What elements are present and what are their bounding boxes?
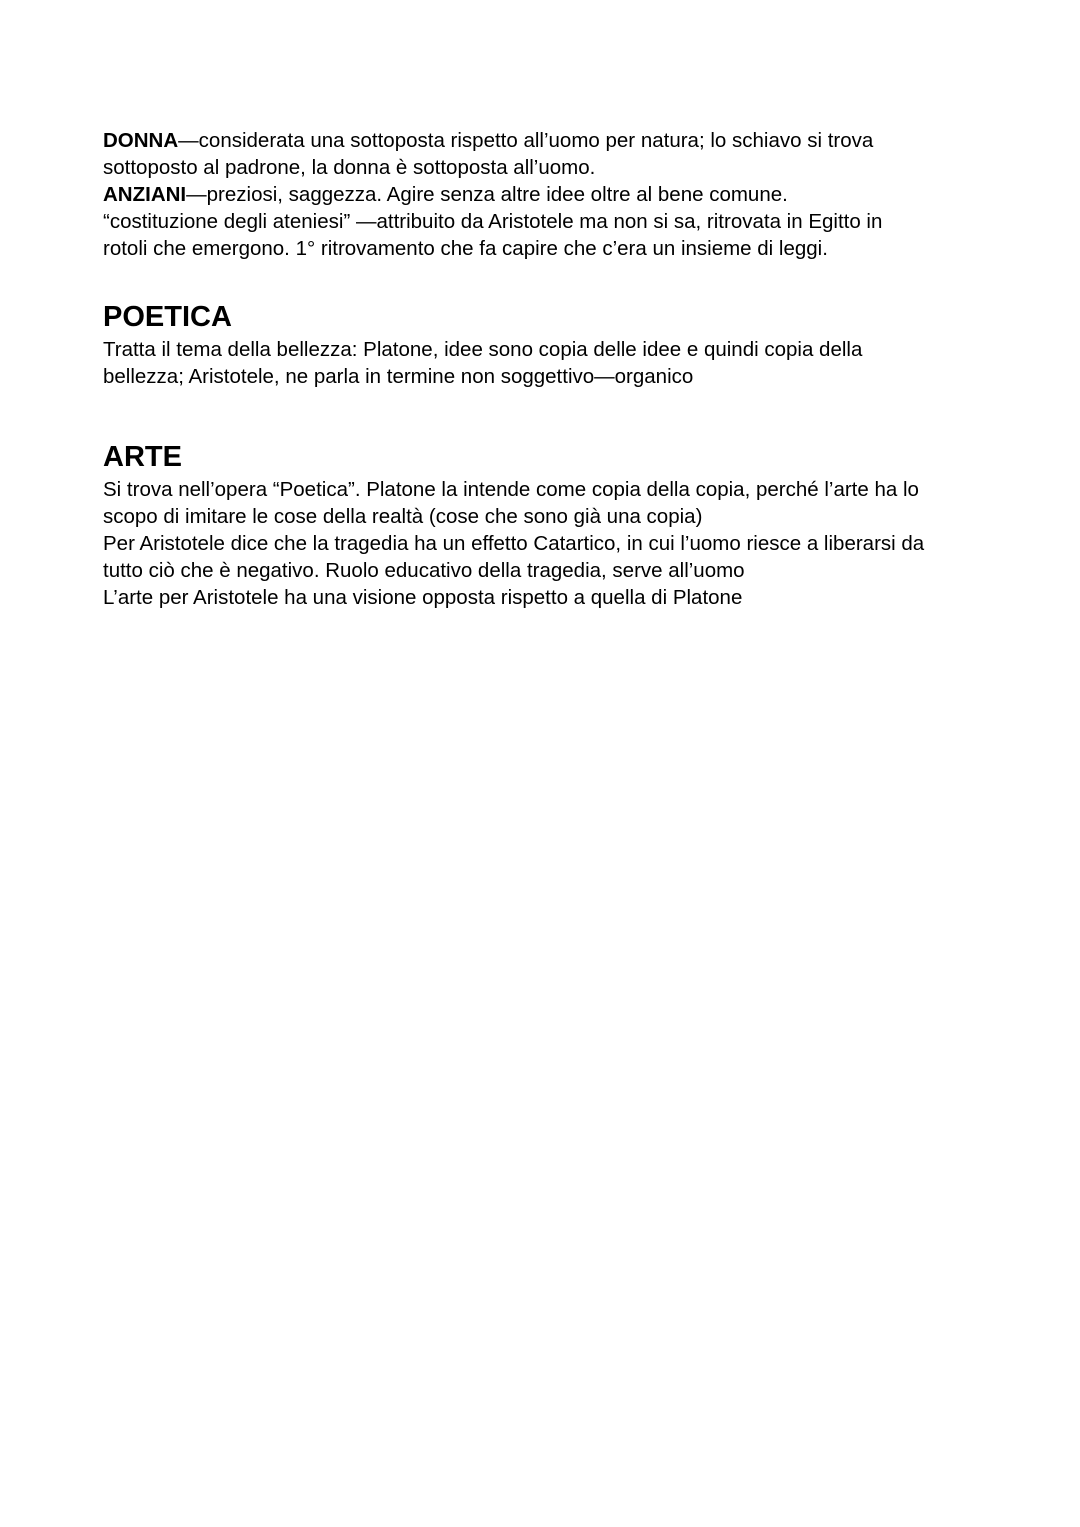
arte-line-4: tutto ciò che è negativo. Ruolo educativo della tragedia, serve all’uomo — [103, 559, 745, 582]
poetica-line-2: bellezza; Aristotele, ne parla in termine non soggettivo—organico — [103, 365, 694, 388]
arte-paragraph — [103, 476, 1003, 611]
arte-line-3: Per Aristotele dice che la tragedia ha un effetto Catartico, in cui l’uomo riesce a liberarsi da — [103, 532, 925, 555]
anziani-text: —preziosi, saggezza. Agire senza altre idee oltre al bene comune. — [186, 183, 788, 206]
intro-line-anziani — [103, 181, 1003, 208]
intro-line-5: rotoli che emergono. 1° ritrovamento che fa capire che c’era un insieme di leggi. — [103, 237, 828, 260]
donna-text: —considerata una sottoposta rispetto all’uomo per natura; lo schiavo si trova — [178, 129, 874, 152]
poetica-line-1: Tratta il tema della bellezza: Platone, idee sono copia delle idee e quindi copia della — [103, 338, 863, 361]
intro-line-donna — [103, 127, 1003, 154]
intro-paragraph — [103, 127, 1003, 262]
donna-label: DONNA — [103, 129, 179, 152]
anziani-label: ANZIANI — [103, 183, 187, 206]
arte-line-5: L’arte per Aristotele ha una visione opposta rispetto a quella di Platone — [103, 586, 743, 609]
arte-heading: ARTE — [103, 441, 182, 473]
intro-line-4: “costituzione degli ateniesi” —attribuito da Aristotele ma non si sa, ritrovata in Egitto in — [103, 210, 883, 233]
intro-line-2: sottoposto al padrone, la donna è sottoposta all’uomo. — [103, 156, 596, 179]
arte-line-1: Si trova nell’opera “Poetica”. Platone la intende come copia della copia, perché l’arte ha lo — [103, 478, 919, 501]
document-page — [103, 127, 1003, 611]
poetica-paragraph — [103, 336, 1003, 390]
poetica-heading: POETICA — [103, 301, 232, 333]
arte-line-2: scopo di imitare le cose della realtà (cose che sono già una copia) — [103, 505, 703, 528]
